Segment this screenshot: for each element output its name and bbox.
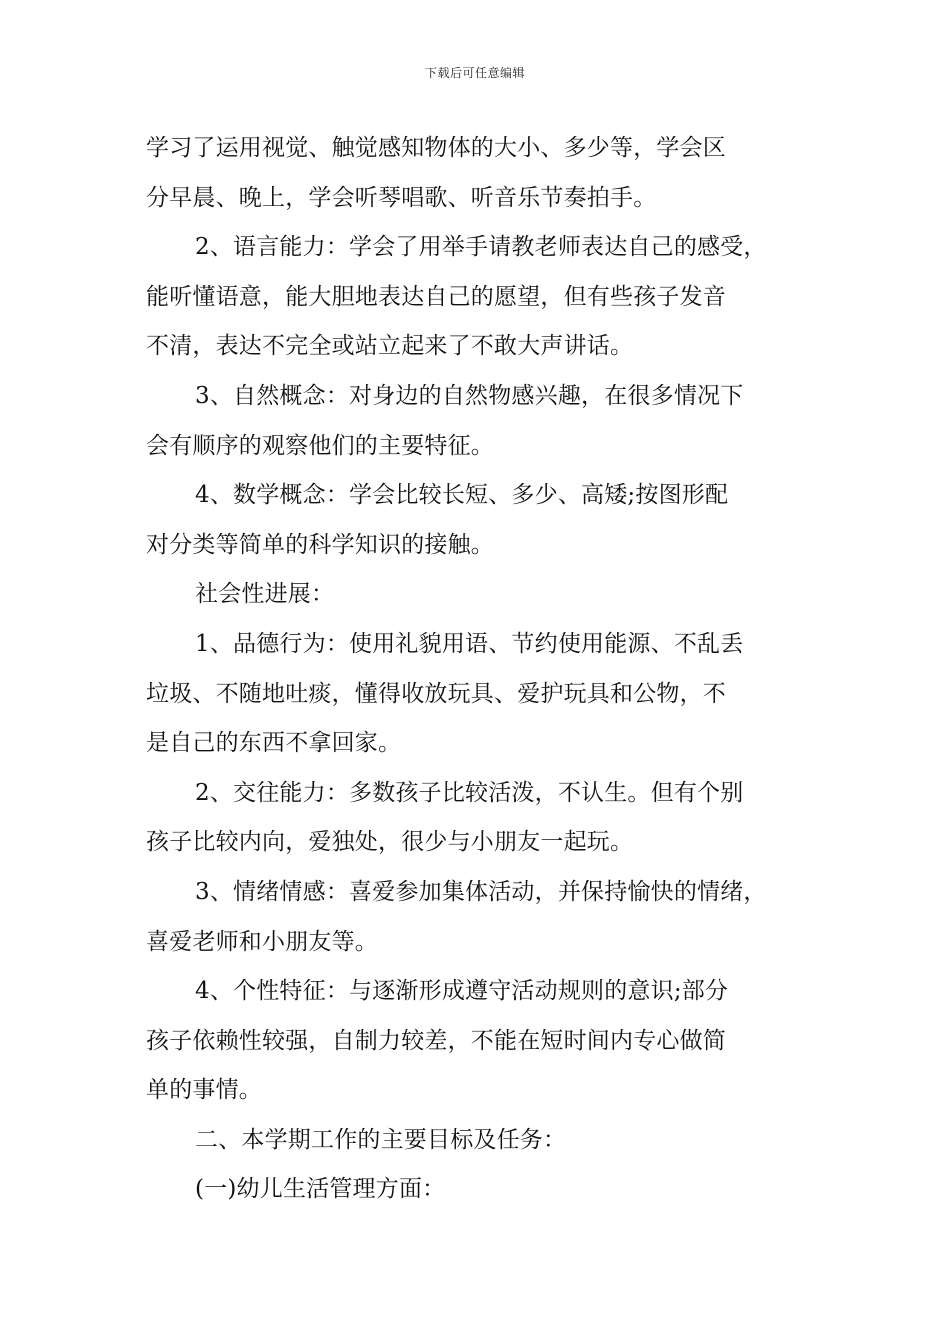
text-line: 孩子比较内向，爱独处，很少与小朋友一起玩。	[146, 829, 634, 856]
document-body	[146, 124, 836, 1215]
text-line: 对分类等简单的科学知识的接触。	[146, 531, 494, 558]
text-line: 不清，表达不完全或站立起来了不敢大声讲话。	[146, 333, 634, 360]
section-heading: 社会性进展：	[195, 581, 335, 608]
text-line: 4、个性特征：与逐渐形成遵守活动规则的意识;部分	[195, 978, 729, 1005]
text-line: 喜爱老师和小朋友等。	[146, 928, 378, 955]
text-line: 孩子依赖性较强，自制力较差，不能在短时间内专心做简	[146, 1027, 726, 1054]
text-line: 是自己的东西不拿回家。	[146, 730, 402, 757]
section-heading: 二、本学期工作的主要目标及任务：	[195, 1126, 567, 1153]
text-line: 分早晨、晚上，学会听琴唱歌、听音乐节奏拍手。	[146, 184, 657, 211]
text-line: 垃圾、不随地吐痰，懂得收放玩具、爱护玩具和公物，不	[146, 680, 726, 707]
text-line: 2、交往能力：多数孩子比较活泼，不认生。但有个别	[195, 779, 744, 806]
text-line: 3、自然概念：对身边的自然物感兴趣，在很多情况下	[195, 382, 744, 409]
text-line: 会有顺序的观察他们的主要特征。	[146, 432, 494, 459]
text-line: 2、语言能力：学会了用举手请教老师表达自己的感受，	[195, 234, 767, 261]
text-line: 学习了运用视觉、触觉感知物体的大小、多少等，学会区	[146, 135, 726, 161]
text-line: 单的事情。	[146, 1077, 262, 1104]
text-line: 3、情绪情感：喜爱参加集体活动，并保持愉快的情绪，	[195, 878, 767, 905]
page-header: 下载后可任意编辑	[424, 66, 525, 80]
text-line: 1、品德行为：使用礼貌用语、节约使用能源、不乱丢	[195, 630, 744, 657]
section-heading: (一)幼儿生活管理方面：	[195, 1176, 446, 1203]
text-line: 能听懂语意，能大胆地表达自己的愿望，但有些孩子发音	[146, 283, 726, 310]
text-line: 4、数学概念：学会比较长短、多少、高矮;按图形配	[195, 482, 729, 509]
